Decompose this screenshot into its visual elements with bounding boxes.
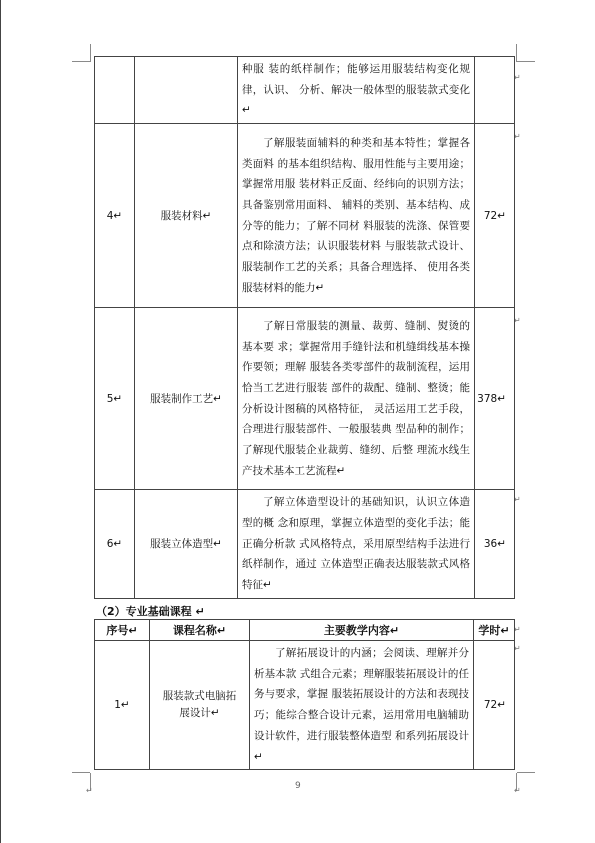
table-row <box>95 124 515 308</box>
course-name: 服装制作工艺↵ <box>135 308 238 490</box>
table-row <box>95 490 515 599</box>
row-number: 5↵ <box>95 308 135 490</box>
course-content-text: 了解日常服装的测量、裁剪、缝制、熨烫的基本要 求；掌握常用手缝针法和机缝缉线基本操作要领；理解 服装各类零部件的裁制流程，运用恰当工艺进行服装 部件的裁配、缝制、整烫；能分析设计图稿的风格特征， 灵活运用工艺手段，合理进行服装部件、一般服装典 型品种的制作；了解现代服装企业裁剪、缝纫、后整 理流水线生产技术基本工艺流程↵ <box>242 319 470 477</box>
row-number: 4↵ <box>95 124 135 308</box>
course-name <box>135 57 238 124</box>
crop-mark-top-right-v <box>516 44 517 62</box>
course-content-text: 了解立体造型设计的基础知识，认识立体造型的概 念和原理，掌握立体造型的变化手法；能正确分析款 式风格特点，采用原型结构手法进行纸样制作，通过 立体造型正确表达服装款式风格特征↵ <box>242 496 470 591</box>
margin-mark: ↵ <box>514 644 521 653</box>
margin-mark: ↵ <box>86 786 93 795</box>
header-course-name: 课程名称↵ <box>150 620 250 641</box>
course-hours: 36↵ <box>475 490 515 599</box>
course-content-text: 了解拓展设计的内涵；会阅读、理解并分析基本款 式组合元素；理解服装拓展设计的任务与要求，掌握 服装拓展设计的方法和表现技巧；能综合整合设计元素，运用常用电脑辅助设计软件，进行服装整体造型 和系列拓展设计↵ <box>254 647 469 763</box>
course-content <box>238 490 475 599</box>
table-row <box>95 308 515 490</box>
margin-mark: ↵ <box>514 132 521 141</box>
course-content: 种服 装的纸样制作；能够运用服装结构变化规律，认识、 分析、解决一般体型的服装款式变化↵ <box>238 57 475 124</box>
row-number: 1↵ <box>95 641 150 770</box>
crop-mark-top-left-v <box>90 44 91 62</box>
table-row <box>95 57 515 124</box>
course-hours <box>475 57 515 124</box>
course-content <box>238 308 475 490</box>
crop-mark-top-right-h <box>517 61 535 62</box>
course-content <box>250 641 474 770</box>
page-edge-left <box>0 0 1 843</box>
curriculum-table <box>94 56 515 599</box>
crop-mark-top-left-h <box>72 61 90 62</box>
section-heading: （2）专业基础课程 ↵ <box>96 605 205 618</box>
course-name: 服装款式电脑拓展设计↵ <box>150 641 250 770</box>
table-header-row <box>95 620 515 641</box>
margin-mark: ↵ <box>514 495 521 504</box>
course-name: 服装立体造型↵ <box>135 490 238 599</box>
course-hours: 72↵ <box>474 641 515 770</box>
header-number: 序号↵ <box>95 620 150 641</box>
course-content <box>238 124 475 308</box>
page-number: 9 <box>295 781 301 791</box>
header-hours: 学时↵ <box>474 620 515 641</box>
table-row <box>95 641 515 770</box>
margin-mark: ↵ <box>514 73 521 82</box>
header-content: 主要教学内容↵ <box>250 620 474 641</box>
margin-mark: ↵ <box>514 786 521 795</box>
course-content-text: 了解服装面辅料的种类和基本特性；掌握各类面料 的基本组织结构、服用性能与主要用途；掌握常用服 装材料正反面、经纬向的识别方法；具备鉴别常用面料、 辅料的类别、基本结构、成分等的能力；了解不同材 料服装的洗涤、保管要点和除渍方法；认识服装材料 与服装款式设计、服装制作工艺的关系；具备合理选择、 使用各类服装材料的能力↵ <box>242 136 470 294</box>
margin-mark: ↵ <box>514 625 521 634</box>
foundation-course-table <box>94 619 515 770</box>
row-number <box>95 57 135 124</box>
crop-mark-bottom-left-h <box>72 772 90 773</box>
course-name: 服装材料↵ <box>135 124 238 308</box>
course-hours: 72↵ <box>475 124 515 308</box>
course-hours: 378↵ <box>475 308 515 490</box>
row-number: 6↵ <box>95 490 135 599</box>
margin-mark: ↵ <box>514 316 521 325</box>
crop-mark-bottom-right-h <box>517 772 535 773</box>
